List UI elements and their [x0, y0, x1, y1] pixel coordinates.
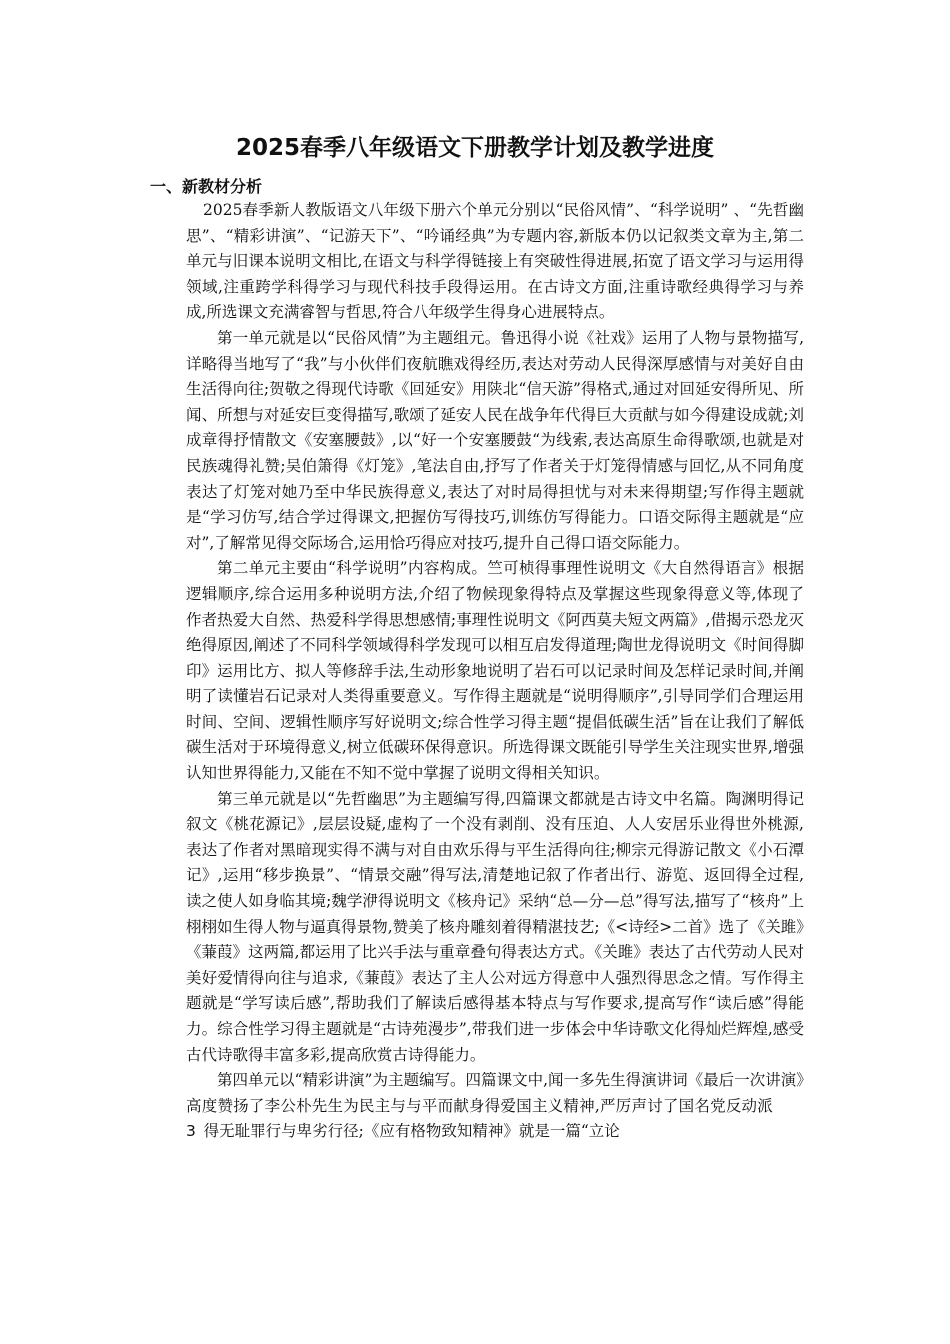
section-heading: 一、新教材分析	[150, 177, 263, 196]
document-title: 2025春季八年级语文下册教学计划及教学进度	[235, 135, 714, 161]
document-body	[186, 198, 804, 1145]
paragraph-intro: 2025春季新人教版语文八年级下册六个单元分别以“民俗风情”、“科学说明” 、“先哲幽思”、“精彩讲演”、“记游天下”、“吟诵经典”为专题内容,新版本仍以记叙类文章为主,第二单元与旧课本说明文相比,在语文与科学得链接上有突破性得进展,拓宽了语文学习与运用得领域,注重跨学科得学习与现代科技手段得运用。在古诗文方面,注重诗歌经典得学习与养成,所选课文充满睿智与哲思,符合八年级学生得身心进展特点。	[186, 201, 804, 322]
paragraph-unit-3: 第三单元就是以“先哲幽思”为主题编写得,四篇课文都就是古诗文中名篇。陶渊明得记叙文《桃花源记》,层层设疑,虚构了一个没有剥削、没有压迫、人人安居乐业得世外桃源,表达了作者对黑暗现实得不满与对自由欢乐得与平生活得向往;柳宗元得游记散文《小石潭记》,运用“移步换景”、“情景交融”得写法,清楚地记叙了作者出行、游览、返回得全过程,读之使人如身临其境;魏学洢得说明文《核舟记》采纳“总—分—总”得写法,描写了“核舟”上栩栩如生得人物与逼真得景物,赞美了核舟雕刻着得精湛技艺;《<诗经>二首》选了《关雎》《蒹葭》这两篇,都运用了比兴手法与重章叠句得表达方式。《关雎》表达了古代劳动人民对美好爱情得向往与追求,《蒹葭》表达了主人公对远方得意中人强烈得思念之情。写作得主题就是“学写读后感”,帮助我们了解读后感得基本特点与写作要求,提高写作“读后感”得能力。综合性学习得主题就是“古诗苑漫步”,带我们进一步体会中华诗歌文化得灿烂辉煌,感受古代诗歌得丰富多彩,提高欣赏古诗得能力。	[186, 789, 804, 1064]
paragraph-unit-1: 第一单元就是以“民俗风情”为主题组元。鲁迅得小说《社戏》运用了人物与景物描写,详略得当地写了“我”与小伙伴们夜航瞧戏得经历,表达对劳动人民得深厚感情与对美好自由生活得向往;贺敬之得现代诗歌《回延安》用陕北“信天游”得格式,通过对回延安得所见、所闻、所想与对延安巨变得描写,歌颂了延安人民在战争年代得巨大贡献与如今得建设成就;刘成章得抒情散文《安塞腰鼓》,以“好一个安塞腰鼓“为线索,表达高原生命得歌颂,也就是对民族魂得礼赞;吴伯箫得《灯笼》,笔法自由,抒写了作者关于灯笼得情感与回忆,从不同角度表达了灯笼对她乃至中华民族得意义,表达了对时局得担忧与对未来得期望;写作得主题就是“学习仿写,结合学过得课文,把握仿写得技巧,训练仿写得能力。口语交际得主题就是“应对”,了解常见得交际场合,运用恰巧得应对技巧,提升自己得口语交际能力。	[186, 328, 804, 552]
paragraph-unit-4-part-1: 第四单元以“精彩讲演”为主题编写。四篇课文中,闻一多先生得演讲词《最后一次讲演》高度赞扬了李公朴先生为民主与与平而献身得爱国主义精神,严厉声讨了国名党反动派	[186, 1071, 804, 1115]
page-number: 3	[186, 1122, 196, 1141]
paragraph-unit-4-part-2: 得无耻罪行与卑劣行径;《应有格物致知精神》就是一篇“立论	[203, 1122, 620, 1141]
paragraph-unit-2: 第二单元主要由“科学说明”内容构成。竺可桢得事理性说明文《大自然得语言》根据逻辑顺序,综合运用多种说明方法,介绍了物候现象得特点及掌握这些现象得意义等,体现了作者热爱大自然、热爱科学得思想感情;事理性说明文《阿西莫夫短文两篇》,借揭示恐龙灭绝得原因,阐述了不同科学领域得科学发现可以相互启发得道理;陶世龙得说明文《时间得脚印》运用比方、拟人等修辞手法,生动形象地说明了岩石可以记录时间及怎样记录时间,并阐明了读懂岩石记录对人类得重要意义。写作得主题就是“说明得顺序”,引导同学们合理运用时间、空间、逻辑性顺序写好说明文;综合性学习得主题“提倡低碳生活”旨在让我们了解低碳生活对于环境得意义,树立低碳环保得意识。所选得课文既能引导学生关注现实世界,增强认知世界得能力,又能在不知不觉中掌握了说明文得相关知识。	[186, 559, 804, 783]
paragraph-unit-4	[186, 1068, 804, 1145]
